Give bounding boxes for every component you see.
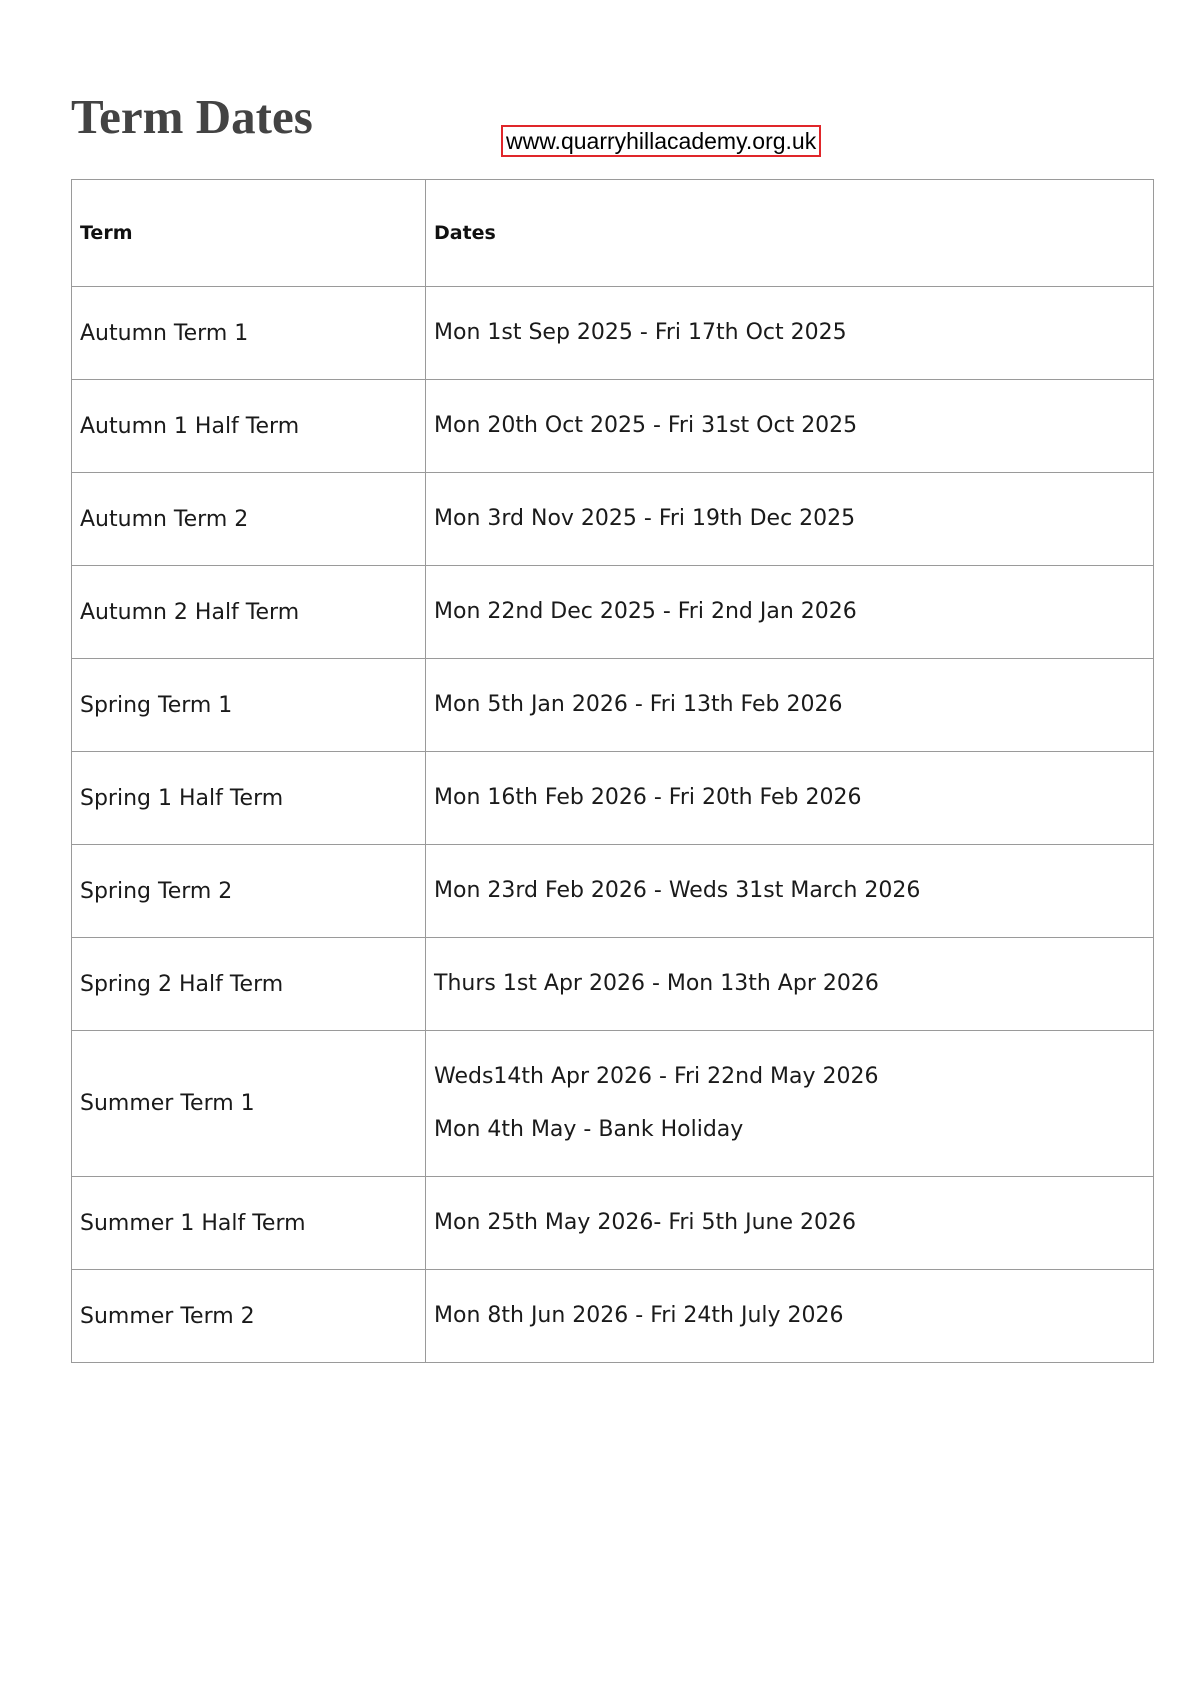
table-row [72,659,1154,752]
term-cell: Spring Term 1 [72,659,426,752]
date-range: Mon 25th May 2026- Fri 5th June 2026 [434,1210,856,1235]
dates-column-header: Dates [426,180,1154,287]
dates-cell [426,1031,1154,1177]
table-row [72,938,1154,1031]
term-cell: Autumn Term 2 [72,473,426,566]
dates-cell [426,659,1154,752]
date-range: Mon 20th Oct 2025 - Fri 31st Oct 2025 [434,413,858,438]
page-title: Term Dates [71,89,313,144]
dates-cell [426,287,1154,380]
dates-cell [426,473,1154,566]
dates-cell [426,1270,1154,1363]
website-link[interactable]: www.quarryhillacademy.org.uk [501,125,821,157]
table-header-row [72,180,1154,287]
date-range: Mon 3rd Nov 2025 - Fri 19th Dec 2025 [434,506,856,531]
date-range: Weds14th Apr 2026 - Fri 22nd May 2026 [434,1064,879,1089]
dates-cell [426,845,1154,938]
term-cell: Summer 1 Half Term [72,1177,426,1270]
table-row [72,380,1154,473]
date-range: Mon 1st Sep 2025 - Fri 17th Oct 2025 [434,320,847,345]
date-range: Mon 5th Jan 2026 - Fri 13th Feb 2026 [434,692,843,717]
table-row [72,287,1154,380]
term-cell: Spring 2 Half Term [72,938,426,1031]
term-cell: Summer Term 1 [72,1031,426,1177]
term-column-header: Term [72,180,426,287]
table-row [72,1270,1154,1363]
dates-cell [426,566,1154,659]
date-range: Thurs 1st Apr 2026 - Mon 13th Apr 2026 [434,971,879,996]
dates-cell [426,752,1154,845]
dates-cell [426,380,1154,473]
term-cell: Spring 1 Half Term [72,752,426,845]
table-row [72,752,1154,845]
date-range: Mon 16th Feb 2026 - Fri 20th Feb 2026 [434,785,862,810]
term-cell: Autumn 1 Half Term [72,380,426,473]
term-cell: Summer Term 2 [72,1270,426,1363]
table-row [72,566,1154,659]
table-row [72,473,1154,566]
date-range: Mon 23rd Feb 2026 - Weds 31st March 2026 [434,878,921,903]
dates-cell [426,1177,1154,1270]
term-cell: Autumn Term 1 [72,287,426,380]
term-cell: Spring Term 2 [72,845,426,938]
term-cell: Autumn 2 Half Term [72,566,426,659]
date-range: Mon 8th Jun 2026 - Fri 24th July 2026 [434,1303,844,1328]
table-row [72,845,1154,938]
dates-cell [426,938,1154,1031]
date-range: Mon 22nd Dec 2025 - Fri 2nd Jan 2026 [434,599,857,624]
term-dates-table [71,179,1154,1363]
date-note: Mon 4th May - Bank Holiday [434,1117,744,1142]
table-row [72,1177,1154,1270]
table-row [72,1031,1154,1177]
